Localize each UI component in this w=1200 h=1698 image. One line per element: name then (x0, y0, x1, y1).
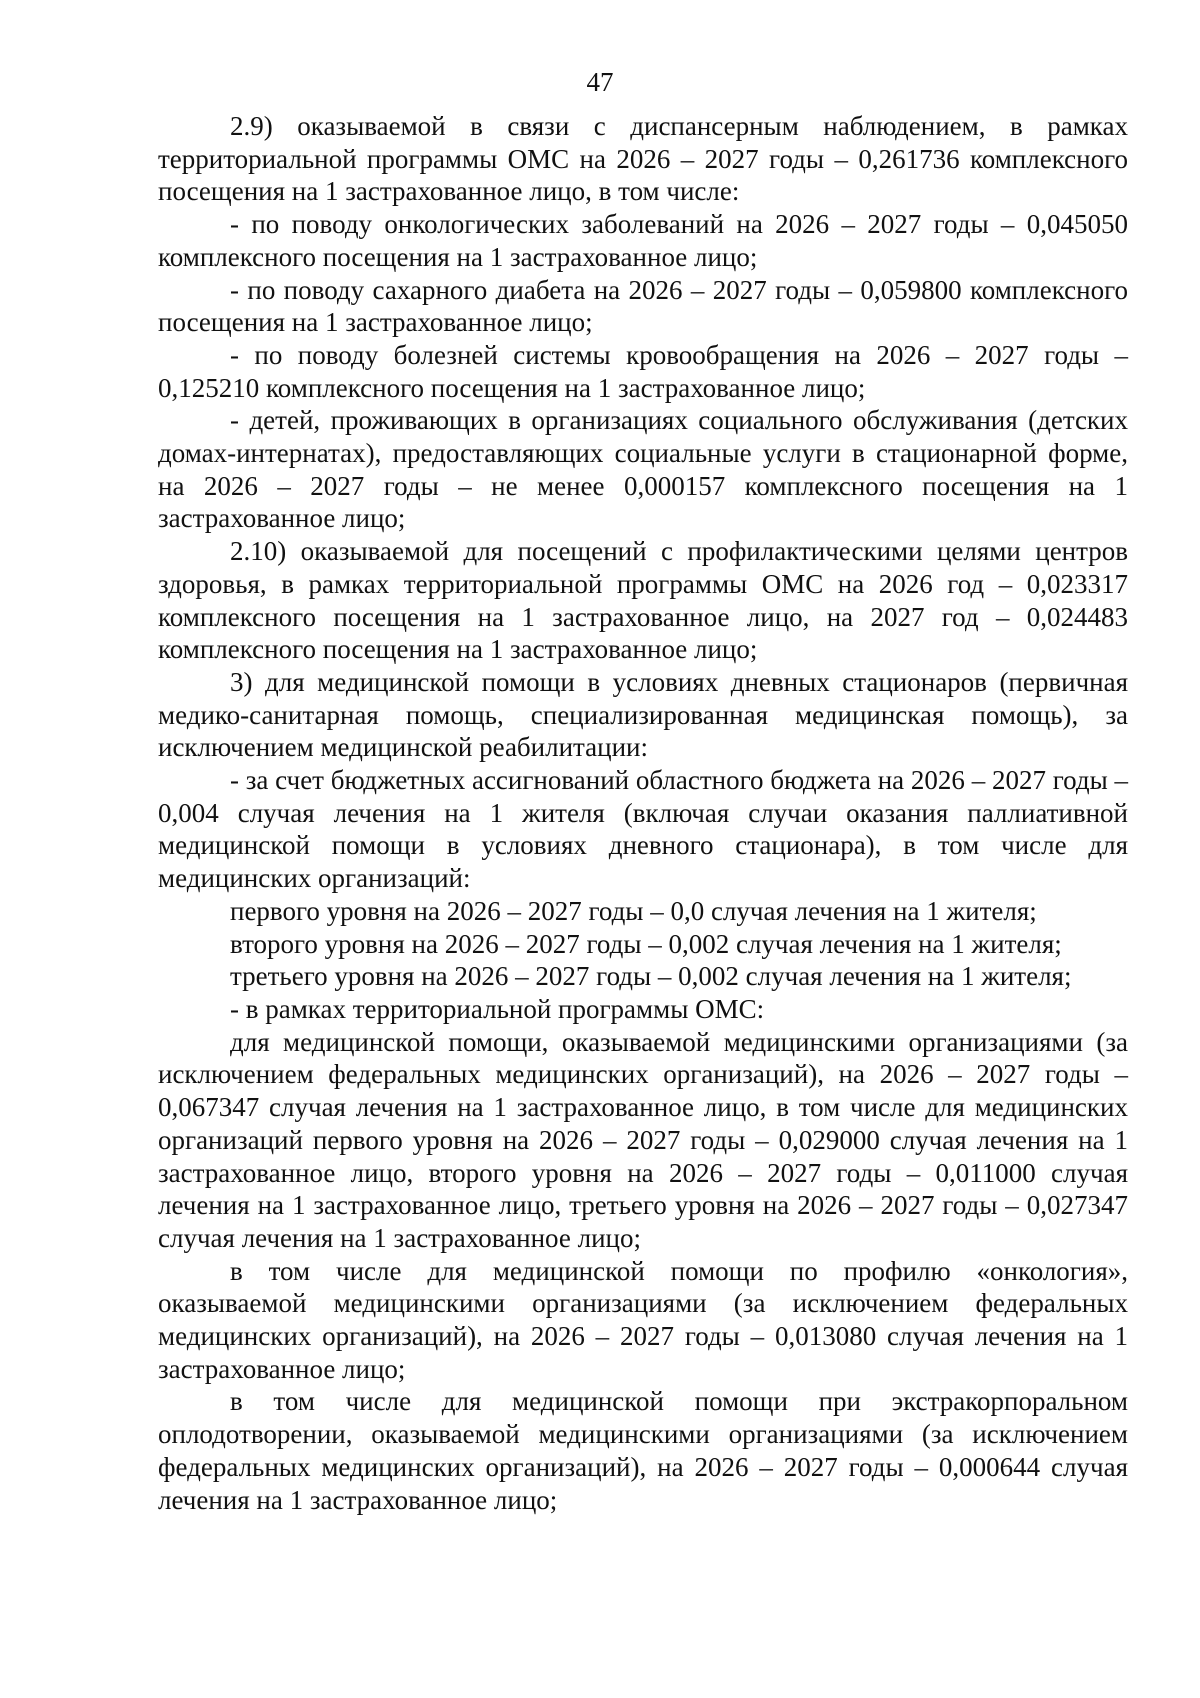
paragraph-2-9: 2.9) оказываемой в связи с диспансерным наблюдением, в рамках территориальной программы ОМС на 2026 – 2027 годы – 0,261736 комплексного посещения на 1 застрахованное лицо, в том числе: (158, 111, 1128, 207)
document-body (158, 110, 1128, 1516)
paragraph-oncology: - по поводу онкологических заболеваний на 2026 – 2027 годы – 0,045050 комплексного посещения на 1 застрахованное лицо; (158, 209, 1128, 272)
paragraph-second-level: второго уровня на 2026 – 2027 годы – 0,002 случая лечения на 1 жителя; (230, 928, 1062, 959)
paragraph-diabetes: - по поводу сахарного диабета на 2026 – 2027 годы – 0,059800 комплексного посещения на 1 застрахованное лицо; (158, 274, 1128, 338)
paragraph-children: - детей, проживающих в организациях социального обслуживания (детских домах-интернатах), предоставляющих социальные услуги в стационарной форме, на 2026 – 2027 годы – не менее 0,000157 комплексного посещения на 1 застрахованное лицо; (158, 405, 1128, 534)
paragraph-2-10: 2.10) оказываемой для посещений с профилактическими целями центров здоровья, в рамках территориальной программы ОМС на 2026 год – 0,023317 комплексного посещения на 1 застрахованное лицо, на 2027 год – 0,024483 комплексного посещения на 1 застрахованное лицо; (158, 536, 1128, 665)
paragraph-ivf: в том числе для медицинской помощи при экстракорпоральном оплодотворении, оказываемой медицинскими организациями (за исключением федеральных медицинских организаций), на 2026 – 2027 годы – 0,000644 случая лечения на 1 застрахованное лицо; (158, 1386, 1128, 1515)
paragraph-third-level: третьего уровня на 2026 – 2027 годы – 0,002 случая лечения на 1 жителя; (230, 961, 1072, 992)
paragraph-3: 3) для медицинской помощи в условиях дневных стационаров (первичная медико-санитарная помощь, специализированная медицинская помощь), за исключением медицинской реабилитации: (158, 666, 1128, 763)
page-number: 47 (586, 67, 614, 97)
paragraph-circulatory: - по поводу болезней системы кровообращения на 2026 – 2027 годы – 0,125210 комплексного посещения на 1 застрахованное лицо; (158, 339, 1128, 403)
paragraph-first-level: первого уровня на 2026 – 2027 годы – 0,0 случая лечения на 1 жителя; (230, 895, 1037, 926)
paragraph-oncology-profile: в том числе для медицинской помощи по профилю «онкология», оказываемой медицинскими организациями (за исключением федеральных медицинских организаций), на 2026 – 2027 годы – 0,013080 случая лечения на 1 застрахованное лицо; (158, 1255, 1128, 1384)
paragraph-medical-orgs: для медицинской помощи, оказываемой медицинскими организациями (за исключением федеральных медицинских организаций), на 2026 – 2027 годы – 0,067347 случая лечения на 1 застрахованное лицо, в том числе для медицинских организаций первого уровня на 2026 – 2027 годы – 0,029000 случая лечения на 1 застрахованное лицо, второго уровня на 2026 – 2027 годы – 0,011000 случая лечения на 1 застрахованное лицо, третьего уровня на 2026 – 2027 годы – 0,027347 случая лечения на 1 застрахованное лицо; (158, 1026, 1128, 1253)
paragraph-oms: - в рамках территориальной программы ОМС: (230, 993, 765, 1024)
paragraph-regional-budget: - за счет бюджетных ассигнований областного бюджета на 2026 – 2027 годы – 0,004 случая лечения на 1 жителя (включая случаи оказания паллиативной медицинской помощи в условиях дневного стационара), в том числе для медицинских организаций: (158, 765, 1128, 894)
